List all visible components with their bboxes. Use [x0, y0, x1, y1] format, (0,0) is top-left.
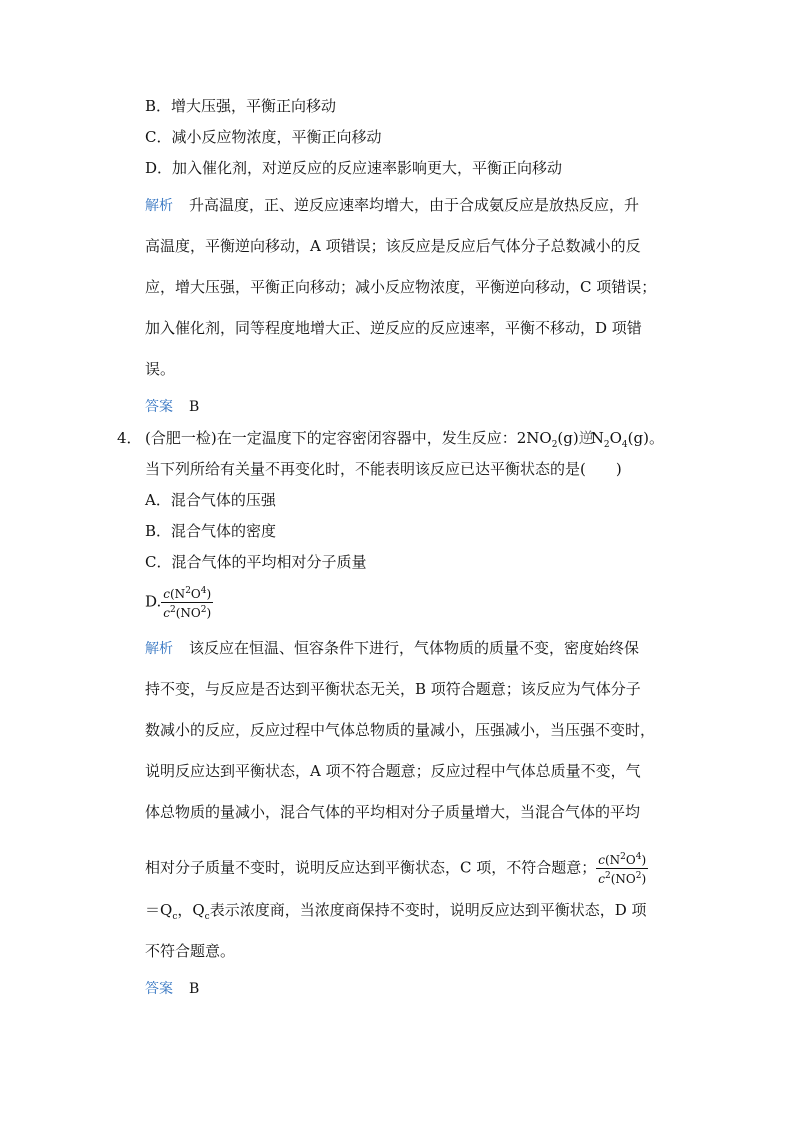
q3-analysis-line-5: 误。: [145, 360, 176, 378]
q3-analysis-label: 解析: [145, 198, 173, 214]
q4-analysis-line-1: 解析 该反应在恒温、恒容条件下进行，气体物质的质量不变，密度始终保: [145, 639, 640, 657]
q3-analysis-line-1: 解析 升高温度，正、逆反应速率均增大，由于合成氨反应是放热反应，升: [145, 196, 640, 214]
q4-answer-label: 答案: [145, 981, 173, 997]
q4-analysis-line-8: 不符合题意。: [145, 942, 236, 960]
q4-number: 4．: [117, 429, 142, 447]
q3-analysis-line-2: 高温度，平衡逆向移动，A 项错误；该反应是反应后气体分子总数减小的反: [145, 237, 641, 255]
q3-option-c: C．减小反应物浓度，平衡正向移动: [145, 128, 382, 146]
q4-analysis-line-3: 数减小的反应，反应过程中气体总物质的量减小，压强减小，当压强不变时，: [145, 721, 656, 739]
fraction-option-d: $\frac{c(N^2O^4)}{c^2(NO^2)}$: [163, 586, 212, 620]
q4-option-a: A．混合气体的压强: [145, 491, 276, 509]
q4-option-c: C．混合气体的平均相对分子质量: [145, 553, 367, 571]
q4-option-b: B．混合气体的密度: [145, 522, 277, 540]
q4-answer: 答案 B: [145, 981, 200, 997]
fraction-analysis: $\frac{c(N^2O^4)}{c^2(NO^2)}$: [598, 852, 647, 886]
q4-stem-line-1: (合肥一检)在一定温度下的定容密闭容器中，发生反应：$2NO_2(g)$逆$N_2O_4(g)$。: [145, 429, 664, 450]
q4-analysis-line-5: 体总物质的量减小，混合气体的平均相对分子质量增大，当混合气体的平均: [145, 803, 641, 821]
q3-answer-label: 答案: [145, 399, 173, 415]
q3-analysis-line-3: 应，增大压强，平衡正向移动；减小反应物浓度，平衡逆向移动，C 项错误；: [145, 278, 657, 296]
q4-analysis-line-6: 相对分子质量不变时，说明反应达到平衡状态，C 项，不符合题意； $\frac{c(N^2O^4)}{c^2(NO^2)}$: [145, 852, 647, 886]
q4-analysis-line-2: 持不变，与反应是否达到平衡状态无关，B 项符合题意；该反应为气体分子: [145, 680, 641, 698]
q3-option-b: B．增大压强，平衡正向移动: [145, 97, 337, 115]
q4-analysis-line-4: 说明反应达到平衡状态，A 项不符合题意；反应过程中气体总质量不变，气: [145, 762, 641, 780]
q4-option-d: D. $\frac{c(N^2O^4)}{c^2(NO^2)}$: [145, 586, 212, 620]
q3-answer: 答案 B: [145, 399, 200, 415]
q3-option-d: D．加入催化剂，对逆反应的反应速率影响更大，平衡正向移动: [145, 159, 563, 177]
q4-analysis-line-7: $=Q_c$，$Q_c$表示浓度商，当浓度商保持不变时，说明反应达到平衡状态，D 项: [145, 901, 647, 922]
reaction-equation: $2NO_2(g)$逆$N_2O_4(g)$: [516, 429, 649, 450]
q4-stem-line-2: 当下列所给有关量不再变化时，不能表明该反应已达平衡状态的是( ): [145, 460, 622, 478]
q4-analysis-label: 解析: [145, 641, 173, 657]
q3-analysis-line-4: 加入催化剂，同等程度地增大正、逆反应的反应速率，平衡不移动，D 项错: [145, 319, 642, 337]
